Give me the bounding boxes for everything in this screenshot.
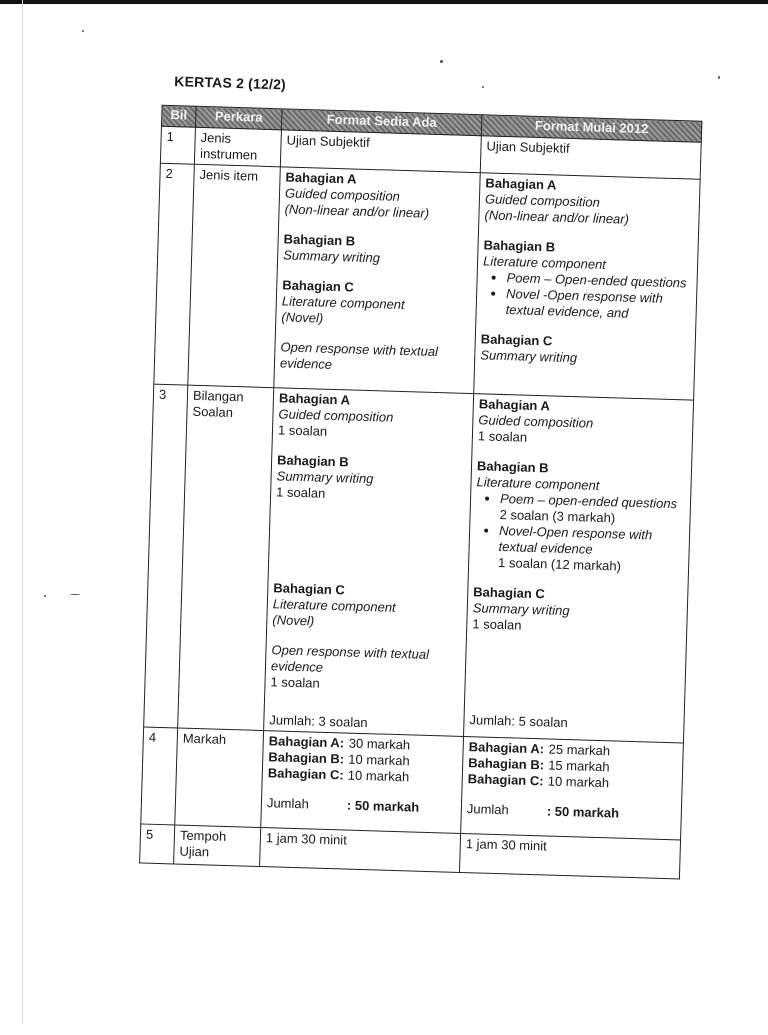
- score-label: Bahagian B:: [268, 749, 345, 767]
- cell-bil: 1: [160, 126, 195, 164]
- section-text: (Non-linear and/or linear): [284, 201, 430, 221]
- section-text: Guided composition: [484, 191, 601, 210]
- score-value: 10 markah: [347, 767, 410, 785]
- page-heading: KERTAS 2 (12/2): [174, 73, 287, 93]
- section-text: Guided composition: [478, 412, 594, 431]
- cell-format-ada: [260, 828, 461, 873]
- section-count: 1 soalan: [270, 674, 320, 691]
- score-value: 10 markah: [348, 751, 410, 769]
- cell-format-mulai: [464, 394, 694, 743]
- section-text: Literature component: [272, 596, 396, 615]
- section-title: Bahagian B: [276, 452, 349, 470]
- score-total-label: Jumlah: [266, 795, 310, 812]
- section-text: Open response with textual evidence: [279, 339, 439, 372]
- section-text: Summary writing: [472, 600, 570, 619]
- section-text: Guided composition: [278, 406, 394, 425]
- header-format-mulai-2012: Format Mulai 2012: [481, 115, 702, 143]
- score-total-value: : 50 markah: [346, 797, 420, 815]
- cell-bil: 4: [141, 727, 178, 825]
- list-item-text: • Poem – open-ended questions: [499, 490, 678, 512]
- scan-speck: [718, 76, 720, 79]
- cell-perkara: Bilangan Soalan: [178, 385, 274, 730]
- section-title: Bahagian A: [478, 396, 551, 414]
- section-title: Bahagian C: [273, 580, 346, 598]
- duration-text: 1 jam 30 minit: [265, 830, 348, 848]
- section-title: Bahagian A: [278, 390, 351, 408]
- bullet-list: [474, 490, 685, 576]
- cell-bil: 3: [144, 384, 188, 728]
- cell-format-ada: [274, 167, 480, 394]
- scan-speck: [440, 60, 443, 63]
- cell-format-ada: [264, 388, 474, 737]
- table-row: [154, 163, 700, 400]
- list-item-count: 2 soalan (3 markah): [499, 506, 616, 526]
- cell-bil: 5: [140, 824, 175, 864]
- score-value: 25 markah: [548, 741, 611, 759]
- cell-perkara: Jenis item: [188, 164, 281, 387]
- list-item: [498, 523, 684, 576]
- score-total-value: : 50 markah: [546, 803, 620, 821]
- cell-format-mulai: 1 jam 30 minit: [459, 833, 680, 879]
- cell-bil: 2: [154, 163, 195, 385]
- section-title: Bahagian C: [480, 331, 553, 349]
- score-value: 30 markah: [348, 735, 411, 753]
- header-bil: Bil: [161, 105, 196, 127]
- scan-speck: [482, 86, 484, 88]
- section-text: (Non-linear and/or linear): [484, 207, 630, 227]
- cell-perkara: Tempoh Ujian: [174, 825, 261, 867]
- section-title: Bahagian B: [483, 237, 556, 255]
- cell-format-mulai: Ujian Subjektif: [480, 136, 701, 180]
- section-text: Literature component: [281, 293, 405, 313]
- scan-speck: [44, 595, 46, 597]
- scan-speck: [70, 594, 80, 595]
- section-title: Bahagian B: [283, 231, 356, 249]
- section-title: Bahagian A: [285, 169, 357, 187]
- section-count: 1 soalan: [275, 484, 326, 501]
- cell-format-mulai: [474, 173, 700, 400]
- section-text: Open response with textual evidence: [270, 642, 430, 675]
- section-text: Summary writing: [282, 247, 381, 266]
- cell-perkara: Jenis instrumen: [194, 127, 281, 167]
- section-total: Jumlah: 3 soalan: [269, 712, 368, 731]
- section-title: Bahagian A: [485, 175, 557, 193]
- section-title: Bahagian B: [476, 458, 549, 476]
- cell-format-ada: [261, 731, 464, 834]
- cell-format-mulai: [461, 736, 684, 839]
- table-row: [141, 727, 684, 840]
- section-total: Jumlah: 5 soalan: [469, 712, 568, 731]
- score-total-label: Jumlah: [466, 801, 509, 818]
- section-text: Summary writing: [480, 347, 578, 366]
- list-item: • Poem – Open-ended questions: [506, 270, 691, 291]
- score-label: Bahagian C:: [267, 765, 344, 783]
- cell-perkara: Markah: [175, 728, 264, 828]
- score-value: 10 markah: [547, 773, 610, 791]
- section-text: (Novel): [281, 309, 324, 326]
- bullet-list: [481, 269, 691, 323]
- list-item-text: • Novel-Open response with textual evidence: [498, 522, 653, 557]
- section-count: 1 soalan: [477, 428, 528, 445]
- section-text: Literature component: [476, 474, 600, 493]
- list-item: • Novel -Open response with textual evidence, and: [505, 286, 691, 323]
- format-comparison-table: [139, 105, 702, 880]
- score-label: Bahagian A:: [468, 739, 545, 757]
- score-label: Bahagian C:: [467, 771, 544, 789]
- section-count: 1 soalan: [472, 616, 522, 633]
- table-row: [144, 384, 694, 743]
- header-format-sedia-ada: Format Sedia Ada: [281, 109, 482, 136]
- score-value: 15 markah: [547, 757, 610, 775]
- section-title: Bahagian C: [473, 584, 546, 602]
- section-text: (Novel): [272, 612, 315, 629]
- score-label: Bahagian B:: [468, 755, 545, 773]
- cell-format-ada: Ujian Subjektif: [280, 130, 481, 173]
- section-text: Guided composition: [284, 185, 401, 204]
- scan-speck: [82, 30, 84, 32]
- header-perkara: Perkara: [195, 106, 282, 130]
- section-text: Literature component: [482, 253, 607, 273]
- score-label: Bahagian A:: [268, 733, 345, 751]
- section-count: 1 soalan: [277, 422, 328, 439]
- section-text: Summary writing: [276, 468, 374, 487]
- list-item-count: 1 soalan (12 markah): [497, 554, 622, 574]
- section-title: Bahagian C: [282, 277, 355, 295]
